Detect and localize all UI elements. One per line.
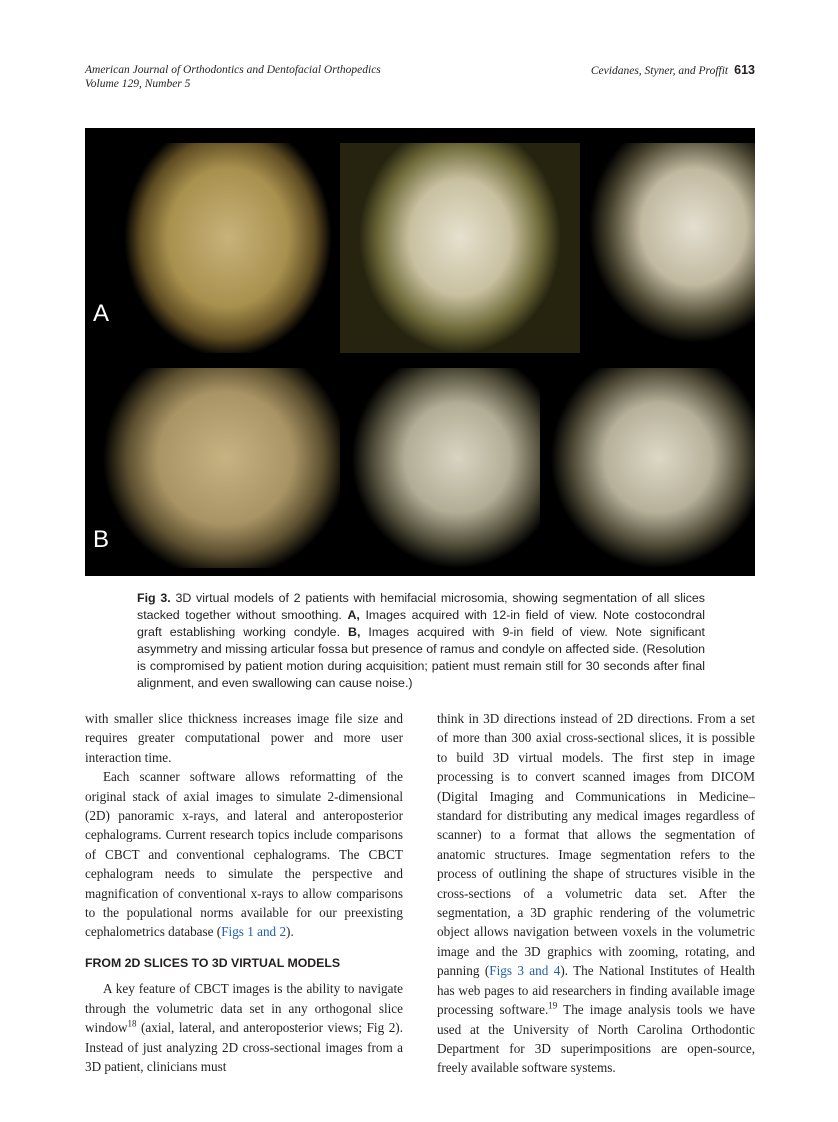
panel-a-skull-front bbox=[340, 143, 580, 353]
left-column bbox=[85, 709, 403, 1076]
text: A key feature of CBCT images is the ability to navigate through the volumetric data set in any orthogonal slice window bbox=[85, 981, 403, 1036]
text: Each scanner software allows reformatting of the original stack of axial images to simulate 2-dimensional (2D) panoramic x-rays, and lateral and anteroposterior cephalograms. Current research topics include comparisons of CBCT and conventional cephalograms. The CBCT cephalogram needs to simulate the perspective and magnification of conventional x-rays to allow comparisons to the populational norms available for our preexisting cephalometrics database ( bbox=[85, 769, 403, 940]
panel-label-a: A bbox=[93, 300, 110, 327]
running-header-left bbox=[85, 63, 381, 91]
figure-caption bbox=[137, 590, 705, 692]
paragraph bbox=[85, 767, 403, 942]
paragraph bbox=[85, 979, 403, 1076]
caption-text: Images acquired with 9-in field of view. Note significant asymmetry and missing articular fossa but presence of ramus and condyle on affected side. (Resolution is compromised by patient motion during acquisition; patient must remain still for 30 seconds after final alignment, and even swallowing can cause noise.) bbox=[137, 625, 705, 690]
panel-b-face bbox=[85, 368, 340, 568]
paragraph bbox=[437, 709, 755, 1078]
panel-a-skull-side bbox=[580, 143, 755, 353]
panel-b-skull-side bbox=[540, 368, 755, 568]
text: (axial, lateral, and anteroposterior views; Fig 2). Instead of just analyzing 2D cross-sectional images from a 3D patient, clinicians must bbox=[85, 1020, 403, 1074]
panel-label-b: B bbox=[93, 526, 110, 553]
caption-a-label: A, bbox=[347, 608, 360, 622]
right-column bbox=[437, 709, 755, 1078]
reference-19[interactable]: 19 bbox=[548, 1000, 558, 1011]
caption-fig-label: Fig 3. bbox=[137, 591, 171, 605]
caption-text: Images acquired with 12-in field of view. Note costocondral graft establishing working condyle. bbox=[137, 608, 705, 639]
journal-volume: Volume 129, Number 5 bbox=[85, 78, 191, 90]
figure-3 bbox=[85, 128, 755, 576]
paragraph: with smaller slice thickness increases image file size and requires greater computational power and more user interaction time. bbox=[85, 711, 403, 765]
authors: Cevidanes, Styner, and Proffit bbox=[590, 65, 729, 77]
journal-title: American Journal of Orthodontics and Dentofacial Orthopedics bbox=[85, 64, 381, 76]
reference-18[interactable]: 18 bbox=[127, 1018, 137, 1029]
section-heading: FROM 2D SLICES TO 3D VIRTUAL MODELS bbox=[85, 955, 341, 970]
figs-3-4-link[interactable]: Figs 3 and 4 bbox=[489, 963, 561, 979]
panel-a-face bbox=[85, 143, 345, 353]
running-header-right bbox=[591, 63, 755, 78]
figs-1-2-link[interactable]: Figs 1 and 2 bbox=[221, 924, 287, 940]
caption-b-label: B, bbox=[348, 625, 361, 639]
caption-text: 3D virtual models of 2 patients with hemifacial microsomia, showing segmentation of all slices stacked together without smoothing. bbox=[137, 591, 705, 622]
text: ). The National Institutes of Health has web pages to aid researchers in finding available image processing software. bbox=[437, 963, 755, 1018]
page-number: 613 bbox=[734, 63, 755, 77]
text: think in 3D directions instead of 2D directions. From a set of more than 300 axial cross-sectional slices, it is possible to build 3D virtual models. The first step in image processing is to convert scanned images from DICOM (Digital Imaging and Communications in Medicine–standard for distributing any medical images regardless of scanner) to a format that allows the segmentation of anatomic structures. Image segmentation refers to the process of outlining the shape of structures visible in the cross-sections of a volumetric data set. After the segmentation, a 3D graphic rendering of the volumetric object allows navigation between voxels in the volumetric image and the 3D graphics with zooming, rotating, and panning ( bbox=[437, 711, 755, 979]
text: The image analysis tools we have used at the University of North Carolina Orthodontic Department for 3D superimpositions are open-source, freely available software systems. bbox=[437, 1002, 755, 1076]
text: ). bbox=[286, 924, 294, 940]
